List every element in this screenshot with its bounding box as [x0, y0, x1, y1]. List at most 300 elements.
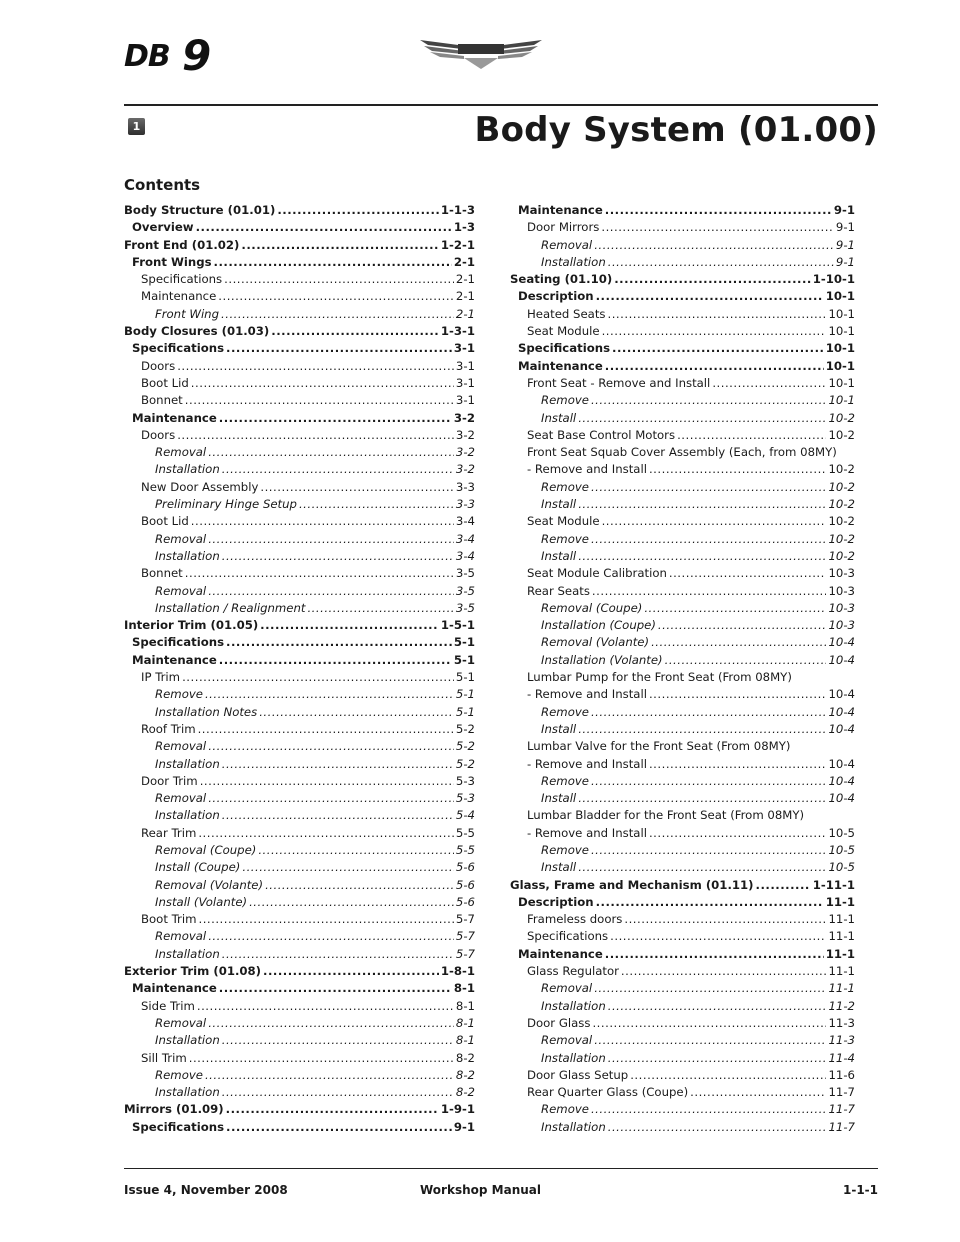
toc-entry[interactable] — [510, 202, 855, 219]
toc-entry[interactable] — [510, 946, 855, 963]
toc-entry-title: Installation — [541, 1119, 606, 1134]
toc-leader-dots — [260, 479, 454, 496]
toc-entry[interactable] — [124, 859, 475, 876]
toc-leader-dots — [241, 237, 438, 254]
toc-leader-dots — [594, 237, 834, 254]
toc-entry-title: Bonnet — [141, 566, 183, 581]
toc-entry-page: 10-1 — [825, 289, 855, 304]
toc-entry[interactable] — [124, 877, 475, 894]
toc-column-right — [510, 202, 855, 1136]
toc-entry[interactable] — [124, 340, 475, 357]
toc-entry[interactable] — [510, 548, 855, 565]
footer-issue: Issue 4, November 2008 — [124, 1183, 288, 1197]
toc-entry-page: 3-2 — [453, 410, 475, 425]
toc-leader-dots — [624, 911, 826, 928]
toc-entry-title: Removal — [155, 739, 207, 754]
toc-entry-title: Interior Trim (01.05) — [124, 618, 259, 633]
toc-entry[interactable] — [124, 600, 475, 617]
toc-entry[interactable] — [510, 444, 855, 461]
toc-entry-title: Frameless doors — [527, 912, 623, 927]
toc-leader-dots — [605, 358, 824, 375]
toc-entry-title: IP Trim — [141, 670, 181, 685]
toc-entry[interactable] — [124, 998, 475, 1015]
toc-entry[interactable] — [124, 1050, 475, 1067]
toc-entry-title: Removal — [155, 1015, 207, 1030]
toc-entry[interactable] — [124, 531, 475, 548]
toc-entry-title: Installation (Volante) — [541, 652, 663, 667]
toc-leader-dots — [594, 980, 826, 997]
toc-entry-page: 5-7 — [455, 946, 475, 961]
toc-entry[interactable] — [124, 634, 475, 651]
toc-entry-page: 11-7 — [828, 1085, 855, 1100]
toc-entry[interactable] — [124, 1067, 475, 1084]
toc-entry-title: Removal (Volante) — [155, 877, 264, 892]
toc-entry[interactable] — [510, 306, 855, 323]
toc-entry[interactable] — [510, 928, 855, 945]
toc-entry-title: Specifications — [141, 272, 223, 287]
toc-entry[interactable] — [124, 479, 475, 496]
toc-entry-title: Door Glass — [527, 1015, 591, 1030]
toc-entry[interactable] — [124, 410, 475, 427]
toc-entry[interactable] — [510, 998, 855, 1015]
toc-leader-dots — [608, 998, 827, 1015]
toc-entry-page: 10-5 — [828, 860, 855, 875]
toc-entry-page: 10-4 — [828, 687, 855, 702]
toc-entry[interactable] — [124, 894, 475, 911]
toc-leader-dots — [208, 444, 454, 461]
toc-leader-dots — [197, 998, 454, 1015]
toc-entry[interactable] — [510, 894, 855, 911]
toc-entry-page: 9-1 — [835, 237, 855, 252]
toc-entry[interactable] — [510, 565, 855, 582]
toc-entry-page: 3-3 — [455, 497, 475, 512]
toc-entry[interactable] — [510, 911, 855, 928]
toc-entry-title: Specifications — [132, 635, 225, 650]
toc-entry[interactable] — [124, 807, 475, 824]
toc-leader-dots — [602, 513, 827, 530]
toc-entry-page: 1-3 — [453, 220, 475, 235]
toc-entry-page: 8-2 — [455, 1067, 475, 1082]
toc-entry[interactable] — [510, 254, 855, 271]
toc-entry[interactable] — [510, 479, 855, 496]
toc-entry-title: - Remove and Install — [527, 687, 647, 702]
toc-entry-page: 3-3 — [455, 479, 475, 494]
toc-entry[interactable] — [510, 669, 855, 686]
toc-entry-page: 10-4 — [828, 756, 855, 771]
toc-leader-dots — [271, 323, 439, 340]
toc-entry[interactable] — [124, 617, 475, 634]
toc-entry-page: 11-7 — [828, 1102, 855, 1117]
svg-text:DB: DB — [124, 39, 170, 74]
toc-entry-title: Description — [518, 289, 594, 304]
toc-entry[interactable] — [510, 756, 855, 773]
toc-entry-page: 3-1 — [455, 393, 475, 408]
toc-entry-page: 10-3 — [828, 618, 855, 633]
toc-leader-dots — [185, 392, 454, 409]
toc-leader-dots — [208, 583, 454, 600]
toc-entry[interactable] — [124, 704, 475, 721]
toc-entry[interactable] — [124, 548, 475, 565]
toc-entry-page: 3-4 — [455, 531, 475, 546]
toc-entry[interactable] — [124, 963, 475, 980]
toc-entry[interactable] — [510, 513, 855, 530]
toc-entry-page: 5-3 — [455, 791, 475, 806]
toc-leader-dots — [198, 721, 454, 738]
toc-entry[interactable] — [510, 1050, 855, 1067]
toc-leader-dots — [177, 358, 454, 375]
toc-entry-page: 11-1 — [828, 929, 855, 944]
toc-entry[interactable] — [510, 1015, 855, 1032]
toc-entry-title: Seat Module — [527, 514, 600, 529]
toc-entry-title: Body Structure (01.01) — [124, 203, 276, 217]
toc-entry-page: 1-9-1 — [440, 1102, 475, 1117]
toc-leader-dots — [665, 652, 827, 669]
toc-entry[interactable] — [124, 738, 475, 755]
toc-entry[interactable] — [510, 427, 855, 444]
toc-leader-dots — [669, 565, 827, 582]
toc-leader-dots — [259, 704, 454, 721]
toc-entry[interactable] — [124, 375, 475, 392]
toc-entry-title: Install — [541, 548, 577, 563]
toc-entry-page: 11-1 — [825, 894, 855, 909]
toc-entry-title: Glass Regulator — [527, 964, 619, 979]
toc-entry[interactable] — [510, 410, 855, 427]
toc-leader-dots — [277, 202, 439, 219]
toc-entry-page: 3-1 — [455, 375, 475, 390]
toc-entry-title: Seat Module — [527, 324, 600, 339]
toc-leader-dots — [260, 617, 439, 634]
toc-entry[interactable] — [510, 323, 855, 340]
toc-entry-page: 9-1 — [835, 254, 855, 269]
toc-entry[interactable] — [124, 583, 475, 600]
toc-entry-page: 8-1 — [453, 981, 475, 996]
toc-entry[interactable] — [124, 652, 475, 669]
toc-entry-page: 5-7 — [455, 912, 475, 927]
toc-entry[interactable] — [124, 1015, 475, 1032]
toc-leader-dots — [182, 669, 454, 686]
toc-entry[interactable] — [510, 617, 855, 634]
toc-entry-page: 10-3 — [828, 566, 855, 581]
toc-entry-page: 10-2 — [828, 548, 855, 563]
toc-entry[interactable] — [124, 427, 475, 444]
toc-entry[interactable] — [510, 686, 855, 703]
toc-leader-dots — [602, 323, 827, 340]
footer-manual-title: Workshop Manual — [420, 1183, 541, 1197]
toc-entry-page: 10-1 — [828, 324, 855, 339]
toc-entry[interactable] — [510, 271, 855, 288]
toc-entry[interactable] — [124, 288, 475, 305]
toc-entry[interactable] — [510, 219, 855, 236]
toc-leader-dots — [189, 1050, 454, 1067]
toc-entry[interactable] — [124, 358, 475, 375]
toc-entry-page: 5-2 — [455, 721, 475, 736]
toc-entry[interactable] — [124, 721, 475, 738]
toc-entry[interactable] — [124, 323, 475, 340]
footer-rule — [124, 1168, 878, 1169]
toc-entry-page: 2-1 — [455, 272, 475, 287]
toc-entry-page: 1-3-1 — [440, 324, 475, 339]
toc-entry-title: Remove — [155, 1067, 203, 1082]
toc-entry-title: Removal (Volante) — [541, 635, 650, 650]
toc-leader-dots — [608, 1050, 827, 1067]
toc-entry[interactable] — [510, 1084, 855, 1101]
toc-entry[interactable] — [124, 513, 475, 530]
toc-entry[interactable] — [510, 980, 855, 997]
toc-entry-page: 9-1 — [833, 203, 855, 217]
toc-entry-title: Install — [541, 497, 577, 512]
toc-entry-title: Remove — [541, 479, 589, 494]
toc-leader-dots — [249, 894, 454, 911]
toc-entry-page: 8-2 — [455, 1085, 475, 1100]
toc-entry[interactable] — [124, 842, 475, 859]
toc-entry-page: 5-1 — [455, 687, 475, 702]
toc-entry-page: 8-1 — [455, 998, 475, 1013]
toc-leader-dots — [265, 877, 454, 894]
toc-entry[interactable] — [124, 202, 475, 219]
toc-leader-dots — [578, 859, 826, 876]
toc-entry-page: 11-1 — [828, 981, 855, 996]
toc-leader-dots — [222, 807, 454, 824]
toc-entry-title: Specifications — [132, 341, 225, 356]
toc-leader-dots — [658, 617, 827, 634]
toc-entry[interactable] — [510, 773, 855, 790]
toc-entry[interactable] — [124, 461, 475, 478]
toc-entry-page: 3-5 — [455, 600, 475, 615]
toc-leader-dots — [191, 513, 454, 530]
toc-leader-dots — [578, 790, 826, 807]
toc-entry-page: 11-1 — [828, 964, 855, 979]
toc-leader-dots — [222, 756, 454, 773]
toc-entry-page: 5-1 — [455, 670, 475, 685]
toc-entry-title: Boot Lid — [141, 514, 189, 529]
toc-entry-title: Front Wing — [155, 306, 220, 321]
toc-leader-dots — [612, 340, 824, 357]
toc-leader-dots — [596, 288, 824, 305]
toc-leader-dots — [608, 1119, 827, 1136]
toc-entry[interactable] — [510, 375, 855, 392]
toc-entry-title: - Remove and Install — [527, 756, 647, 771]
toc-entry-title: Install — [541, 791, 577, 806]
toc-entry-page: 2-1 — [455, 289, 475, 304]
toc-entry[interactable] — [124, 669, 475, 686]
toc-entry-title: Rear Trim — [141, 825, 197, 840]
toc-entry[interactable] — [124, 980, 475, 997]
toc-entry-page: 10-2 — [828, 427, 855, 442]
toc-entry-title: Seat Module Calibration — [527, 566, 667, 581]
toc-entry[interactable] — [510, 1032, 855, 1049]
toc-entry-page: 5-7 — [455, 929, 475, 944]
toc-entry-page: 5-1 — [455, 704, 475, 719]
toc-leader-dots — [208, 790, 454, 807]
toc-entry-page: 10-2 — [828, 410, 855, 425]
toc-leader-dots — [219, 410, 452, 427]
toc-entry[interactable] — [510, 721, 855, 738]
toc-entry[interactable] — [510, 1101, 855, 1118]
toc-entry[interactable] — [510, 634, 855, 651]
toc-entry-page: 10-1 — [828, 393, 855, 408]
toc-entry-title: Doors — [141, 427, 176, 442]
toc-entry-page: 10-2 — [828, 479, 855, 494]
toc-entry-title: - Remove and Install — [527, 825, 647, 840]
toc-entry[interactable] — [124, 392, 475, 409]
toc-leader-dots — [677, 427, 826, 444]
toc-entry-page: 5-2 — [455, 739, 475, 754]
toc-leader-dots — [205, 1067, 454, 1084]
toc-leader-dots — [594, 1032, 826, 1049]
toc-entry[interactable] — [124, 444, 475, 461]
toc-entry[interactable] — [124, 928, 475, 945]
toc-entry[interactable] — [124, 790, 475, 807]
toc-entry-title: Lumbar Bladder for the Front Seat (From 08MY) — [527, 808, 805, 823]
toc-entry-page: 10-4 — [828, 773, 855, 788]
toc-entry[interactable] — [124, 271, 475, 288]
toc-entry-title: Body Closures (01.03) — [124, 324, 270, 339]
toc-entry-page: 9-1 — [453, 1119, 475, 1134]
toc-entry[interactable] — [124, 219, 475, 236]
toc-leader-dots — [651, 634, 826, 651]
toc-entry[interactable] — [510, 237, 855, 254]
toc-leader-dots — [198, 825, 454, 842]
toc-entry-title: Door Trim — [141, 773, 198, 788]
toc-entry[interactable] — [124, 254, 475, 271]
toc-entry-title: Install (Volante) — [155, 894, 248, 909]
toc-entry-page: 10-2 — [828, 531, 855, 546]
toc-entry[interactable] — [510, 825, 855, 842]
toc-entry[interactable] — [124, 946, 475, 963]
toc-leader-dots — [591, 704, 827, 721]
toc-entry-page: 5-5 — [455, 825, 475, 840]
toc-entry[interactable] — [510, 738, 855, 755]
toc-entry-title: Install — [541, 410, 577, 425]
toc-entry[interactable] — [510, 600, 855, 617]
toc-entry-page: 10-4 — [828, 791, 855, 806]
toc-entry-page: 10-5 — [828, 825, 855, 840]
toc-leader-dots — [756, 877, 811, 894]
toc-entry-page: 1-10-1 — [812, 272, 855, 287]
toc-entry-title: Installation — [155, 1033, 220, 1048]
toc-entry[interactable] — [124, 237, 475, 254]
toc-entry[interactable] — [124, 1032, 475, 1049]
toc-entry-page: 1-11-1 — [812, 877, 855, 892]
toc-entry[interactable] — [510, 531, 855, 548]
toc-entry-title: Installation — [541, 254, 606, 269]
toc-entry[interactable] — [510, 288, 855, 305]
toc-entry[interactable] — [124, 306, 475, 323]
toc-entry-page: 3-1 — [455, 358, 475, 373]
toc-entry-title: Installation (Coupe) — [541, 618, 656, 633]
toc-entry-page: 10-1 — [825, 341, 855, 356]
toc-entry-page: 3-1 — [453, 341, 475, 356]
toc-entry-title: Rear Seats — [527, 583, 590, 598]
toc-leader-dots — [222, 548, 454, 565]
toc-entry-title: Maintenance — [518, 203, 603, 217]
toc-entry[interactable] — [124, 1119, 475, 1136]
toc-entry-title: Door Glass Setup — [527, 1067, 629, 1082]
toc-leader-dots — [591, 479, 827, 496]
toc-entry-title: Overview — [132, 220, 194, 235]
toc-entry[interactable] — [510, 807, 855, 824]
toc-entry-title: Removal — [155, 583, 207, 598]
toc-entry-title: Installation / Realignment — [155, 600, 306, 615]
toc-leader-dots — [649, 461, 827, 478]
toc-leader-dots — [591, 392, 827, 409]
toc-entry[interactable] — [124, 496, 475, 513]
toc-entry-page: 5-1 — [453, 652, 475, 667]
toc-entry[interactable] — [510, 340, 855, 357]
toc-leader-dots — [649, 756, 827, 773]
toc-entry[interactable] — [510, 392, 855, 409]
toc-leader-dots — [608, 306, 827, 323]
toc-entry-page: 10-4 — [828, 721, 855, 736]
toc-entry[interactable] — [510, 963, 855, 980]
toc-entry-title: Doors — [141, 358, 176, 373]
toc-entry[interactable] — [124, 1101, 475, 1118]
toc-entry-title: Maintenance — [518, 946, 603, 961]
toc-leader-dots — [221, 306, 454, 323]
toc-entry[interactable] — [124, 911, 475, 928]
toc-entry[interactable] — [124, 686, 475, 703]
toc-entry[interactable] — [124, 773, 475, 790]
toc-entry-page: 5-4 — [455, 808, 475, 823]
toc-entry[interactable] — [510, 859, 855, 876]
toc-entry-page: 10-1 — [825, 358, 855, 373]
toc-entry[interactable] — [510, 652, 855, 669]
toc-entry[interactable] — [510, 790, 855, 807]
toc-entry-page: 5-6 — [455, 877, 475, 892]
toc-entry[interactable] — [510, 1067, 855, 1084]
toc-entry[interactable] — [124, 756, 475, 773]
toc-entry[interactable] — [510, 704, 855, 721]
toc-entry[interactable] — [510, 358, 855, 375]
toc-entry-page: 10-1 — [828, 306, 855, 321]
toc-entry-title: Installation — [155, 808, 220, 823]
header-rule — [124, 104, 878, 106]
toc-leader-dots — [196, 219, 452, 236]
toc-entry-title: Heated Seats — [527, 306, 606, 321]
toc-entry-page: 11-2 — [828, 998, 855, 1013]
toc-entry-title: Installation — [541, 998, 606, 1013]
toc-entry[interactable] — [510, 1119, 855, 1136]
toc-entry[interactable] — [510, 496, 855, 513]
toc-leader-dots — [299, 496, 454, 513]
toc-entry[interactable] — [510, 583, 855, 600]
toc-leader-dots — [596, 894, 824, 911]
toc-entry-page: 5-5 — [455, 842, 475, 857]
toc-entry[interactable] — [124, 1084, 475, 1101]
toc-leader-dots — [208, 738, 454, 755]
toc-leader-dots — [200, 773, 454, 790]
toc-entry-page: 3-2 — [455, 462, 475, 477]
toc-leader-dots — [222, 1032, 454, 1049]
toc-entry-title: Seating (01.10) — [510, 272, 613, 287]
toc-entry[interactable] — [510, 877, 855, 894]
svg-text:9: 9 — [182, 31, 212, 78]
toc-leader-dots — [219, 652, 452, 669]
toc-entry[interactable] — [510, 842, 855, 859]
toc-entry[interactable] — [124, 825, 475, 842]
toc-leader-dots — [226, 1101, 439, 1118]
toc-entry-page: 10-3 — [828, 600, 855, 615]
toc-entry-page: 3-5 — [455, 583, 475, 598]
toc-leader-dots — [263, 963, 439, 980]
toc-entry-page: 3-2 — [455, 445, 475, 460]
toc-entry-title: Glass, Frame and Mechanism (01.11) — [510, 877, 754, 892]
toc-entry[interactable] — [124, 565, 475, 582]
toc-entry-title: Sill Trim — [141, 1050, 187, 1065]
toc-leader-dots — [226, 340, 452, 357]
toc-entry[interactable] — [510, 461, 855, 478]
toc-leader-dots — [307, 600, 453, 617]
